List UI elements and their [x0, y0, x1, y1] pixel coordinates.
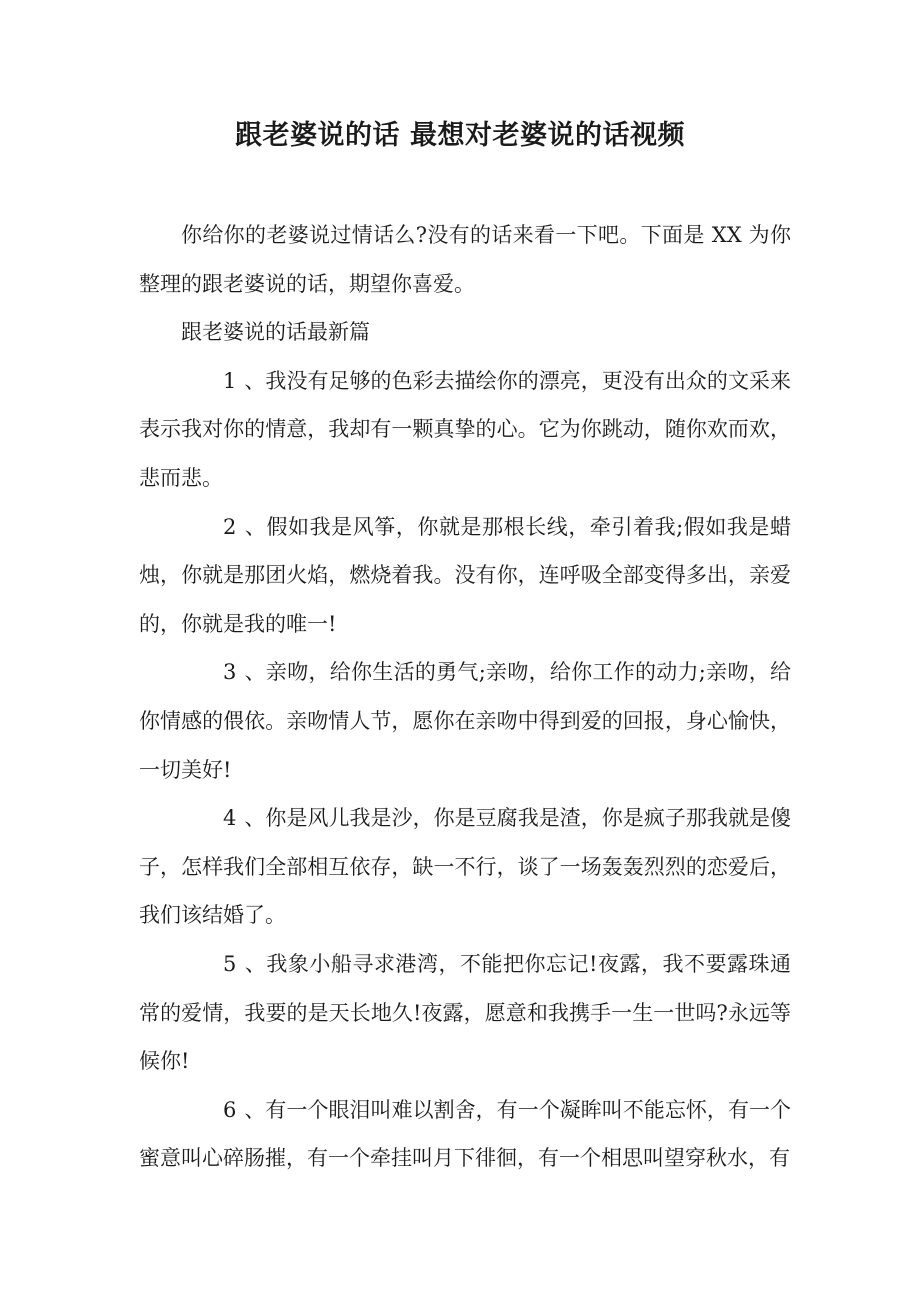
list-item	[139, 940, 791, 1086]
item-text: 、我没有足够的色彩去描绘你的漂亮，更没有出众的文采来表示我对你的情意，我却有一颗真挚的心。它为你跳动，随你欢而欢，悲而悲。	[139, 368, 791, 490]
document-body	[139, 211, 791, 1183]
item-number: 2	[223, 514, 237, 539]
section-heading: 跟老婆说的话最新篇	[181, 320, 370, 345]
item-number: 4	[223, 806, 237, 831]
list-item	[139, 357, 791, 503]
list-item	[139, 503, 791, 649]
list-item	[139, 794, 791, 940]
item-text: 、我象小船寻求港湾，不能把你忘记!夜露，我不要露珠通常的爱情，我要的是天长地久!夜露，愿意和我携手一生一世吗?永远等候你!	[139, 951, 791, 1074]
item-text: 、假如我是风筝，你就是那根长线，牵引着我;假如我是蜡烛，你就是那团火焰，燃烧着我。没有你，连呼吸全部变得多出，亲爱的，你就是我的唯一!	[139, 514, 791, 636]
item-text: 、你是风儿我是沙，你是豆腐我是渣，你是疯子那我就是傻子，怎样我们全部相互依存，缺一不行，谈了一场轰轰烈烈的恋爱后，我们该结婚了。	[139, 806, 791, 928]
list-item	[139, 1086, 791, 1183]
intro-paragraph: 你给你的老婆说过情话么?没有的话来看一下吧。下面是 XX 为你整理的跟老婆说的话，期望你喜爱。	[139, 223, 791, 296]
page-title: 跟老婆说的话 最想对老婆说的话视频	[235, 120, 685, 151]
item-number: 3	[223, 660, 237, 685]
item-text: 、有一个眼泪叫难以割舍，有一个凝眸叫不能忘怀，有一个蜜意叫心碎肠摧，有一个牵挂叫月下徘徊，有一个相思叫望穿秋水，有	[139, 1097, 791, 1171]
item-number: 6	[223, 1097, 237, 1122]
list-item	[139, 648, 791, 794]
item-number: 1	[223, 368, 237, 393]
item-number: 5	[223, 951, 237, 976]
item-text: 、亲吻，给你生活的勇气;亲吻，给你工作的动力;亲吻，给你情感的偎依。亲吻情人节，愿你在亲吻中得到爱的回报，身心愉快，一切美好!	[139, 660, 791, 782]
